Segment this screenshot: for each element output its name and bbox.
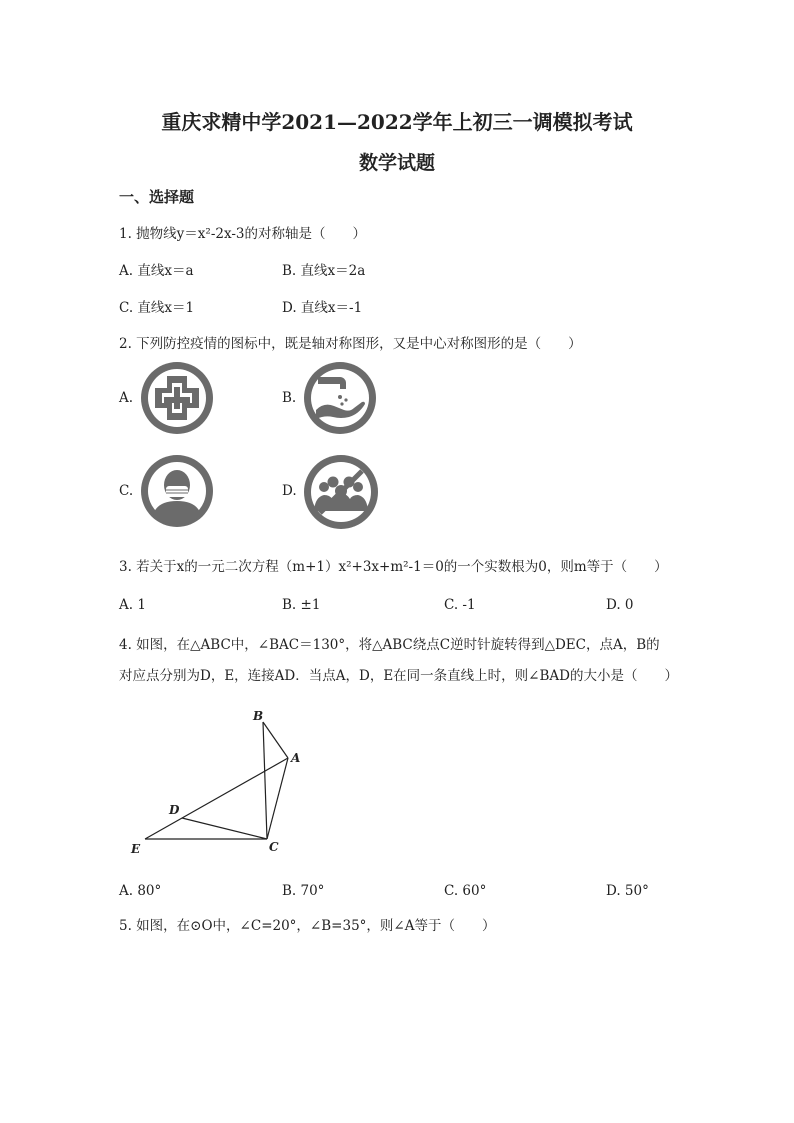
q1-option-c: C. 直线x＝1 bbox=[119, 300, 195, 316]
q1-stem: 1. 抛物线y＝x²-2x-3的对称轴是（ ） bbox=[119, 226, 367, 242]
segment-dc bbox=[182, 818, 267, 839]
q2-stem: 2. 下列防控疫情的图标中，既是轴对称图形，又是中心对称图形的是（ ） bbox=[119, 336, 582, 352]
label-b: B bbox=[253, 709, 264, 723]
segment-ba bbox=[263, 722, 288, 758]
q4-stem-line2: 对应点分别为D，E，连接AD．当点A，D，E在同一条直线上时，则∠BAD的大小是（ ） bbox=[119, 668, 678, 684]
exam-title: 重庆求精中学2021—2022学年上初三一调模拟考试 bbox=[161, 110, 633, 134]
label-d: D bbox=[169, 803, 180, 817]
section-heading: 一、选择题 bbox=[119, 188, 195, 206]
q5-stem: 5. 如图，在⊙O中，∠C=20°，∠B=35°，则∠A等于（ ） bbox=[119, 918, 496, 934]
q1-option-a: A. 直线x＝a bbox=[119, 263, 194, 279]
first-aid-cross-icon bbox=[139, 360, 215, 436]
q2-option-a: A. bbox=[119, 390, 134, 406]
q2-option-d: D. bbox=[282, 483, 297, 499]
hand-washing-icon bbox=[302, 360, 378, 436]
q1-option-d: D. 直线x＝-1 bbox=[282, 300, 363, 316]
segment-bc bbox=[263, 722, 267, 839]
q1-option-b: B. 直线x＝2a bbox=[282, 263, 366, 279]
label-a: A bbox=[291, 751, 301, 765]
q3-stem: 3. 若关于x的一元二次方程（m+1）x²+3x+m²-1＝0的一个实数根为0，则m等于（ ） bbox=[119, 559, 668, 575]
q3-option-a: A. 1 bbox=[119, 597, 146, 613]
q3-option-d: D. 0 bbox=[606, 597, 634, 613]
label-e: E bbox=[131, 842, 141, 856]
q2-option-b: B. bbox=[282, 390, 297, 406]
q2-option-c: C. bbox=[119, 483, 134, 499]
q4-option-c: C. 60° bbox=[444, 883, 487, 899]
q4-option-a: A. 80° bbox=[119, 883, 162, 899]
no-gathering-icon bbox=[302, 453, 380, 531]
q4-option-d: D. 50° bbox=[606, 883, 649, 899]
q3-option-b: B. ±1 bbox=[282, 597, 321, 613]
q4-option-b: B. 70° bbox=[282, 883, 325, 899]
mask-person-icon bbox=[139, 453, 215, 529]
label-c: C bbox=[269, 840, 279, 854]
q4-stem-line1: 4. 如图，在△ABC中，∠BAC＝130°，将△ABC绕点C逆时针旋转得到△DEC，点A，B的 bbox=[119, 637, 660, 653]
q3-option-c: C. -1 bbox=[444, 597, 476, 613]
exam-subtitle: 数学试题 bbox=[358, 152, 435, 174]
segment-ac bbox=[267, 758, 288, 839]
triangle-rotation-figure bbox=[125, 700, 325, 865]
